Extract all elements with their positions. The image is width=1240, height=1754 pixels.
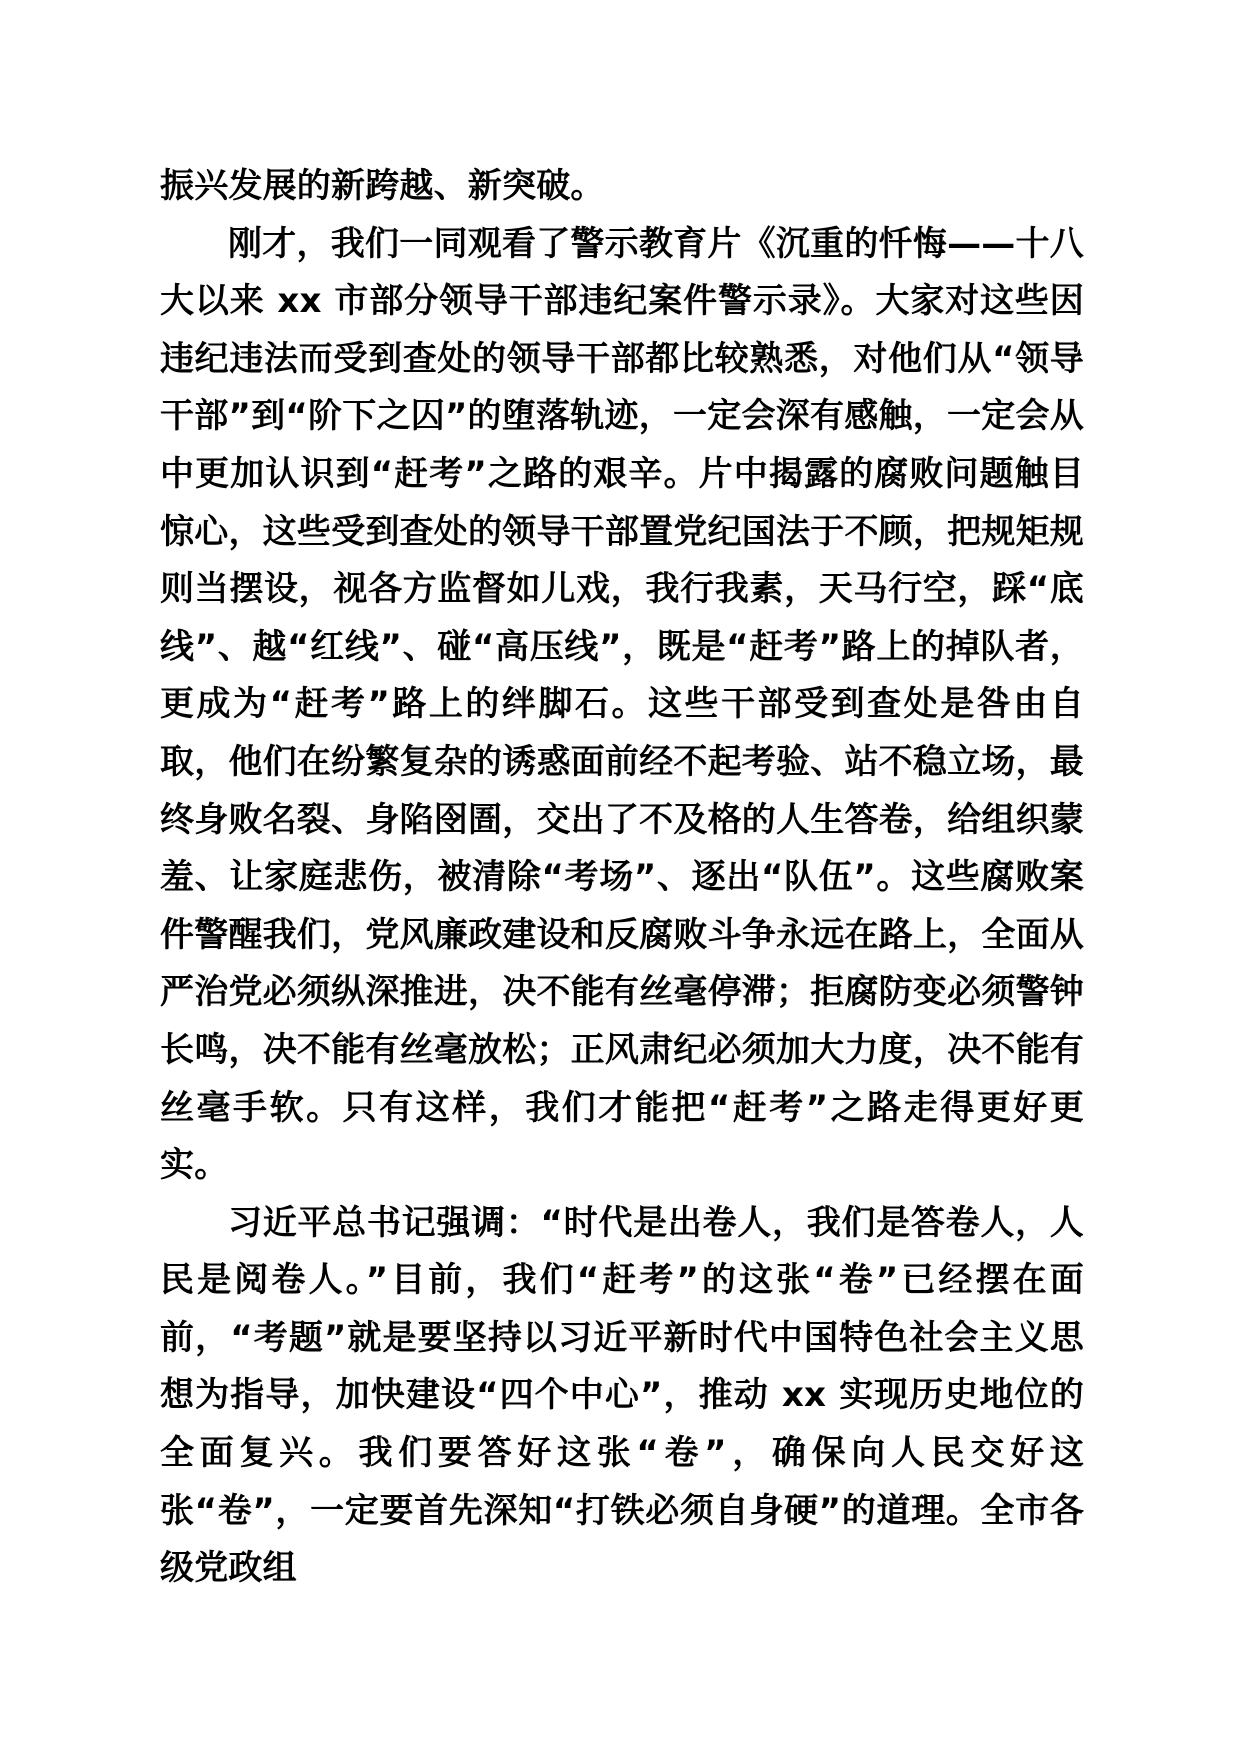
body-text <box>160 158 1084 1598</box>
paragraph-continuation: 振兴发展的新跨越、新突破。 <box>160 166 605 206</box>
paragraph-xi-quote: 习近平总书记强调：“时代是出卷人，我们是答卷人，人民是阅卷人。”目前，我们“赶考”的这张“卷”已经摆在面前，“考题”就是要坚持以习近平新时代中国特色社会主义思想为指导，加快建设“四个中心”，推动 xx 实现历史地位的全面复兴。我们要答好这张“卷”，确保向人民交好这张“卷”，一定要首先深知“打铁必须自身硬”的道理。全市各级党政组 <box>160 1202 1084 1589</box>
paragraph-warning-film: 刚才，我们一同观看了警示教育片《沉重的忏悔——十八大以来 xx 市部分领导干部违纪案件警示录》。大家对这些因违纪违法而受到查处的领导干部都比较熟悉，对他们从“领导干部”到“阶下之囚”的堕落轨迹，一定会深有感触，一定会从中更加认识到“赶考”之路的艰辛。片中揭露的腐败问题触目惊心，这些受到查处的领导干部置党纪国法于不顾，把规矩规则当摆设，视各方监督如儿戏，我行我素，天马行空，踩“底线”、越“红线”、碰“高压线”，既是“赶考”路上的掉队者，更成为“赶考”路上的绊脚石。这些干部受到查处是咎由自取，他们在纷繁复杂的诱惑面前经不起考验、站不稳立场，最终身败名裂、身陷囹圄，交出了不及格的人生答卷，给组织蒙羞、让家庭悲伤，被清除“考场”、逐出“队伍”。这些腐败案件警醒我们，党风廉政建设和反腐败斗争永远在路上，全面从严治党必须纵深推进，决不能有丝毫停滞；拒腐防变必须警钟长鸣，决不能有丝毫放松；正风肃纪必须加大力度，决不能有丝毫手软。只有这样，我们才能把“赶考”之路走得更好更实。 <box>160 223 1084 1186</box>
